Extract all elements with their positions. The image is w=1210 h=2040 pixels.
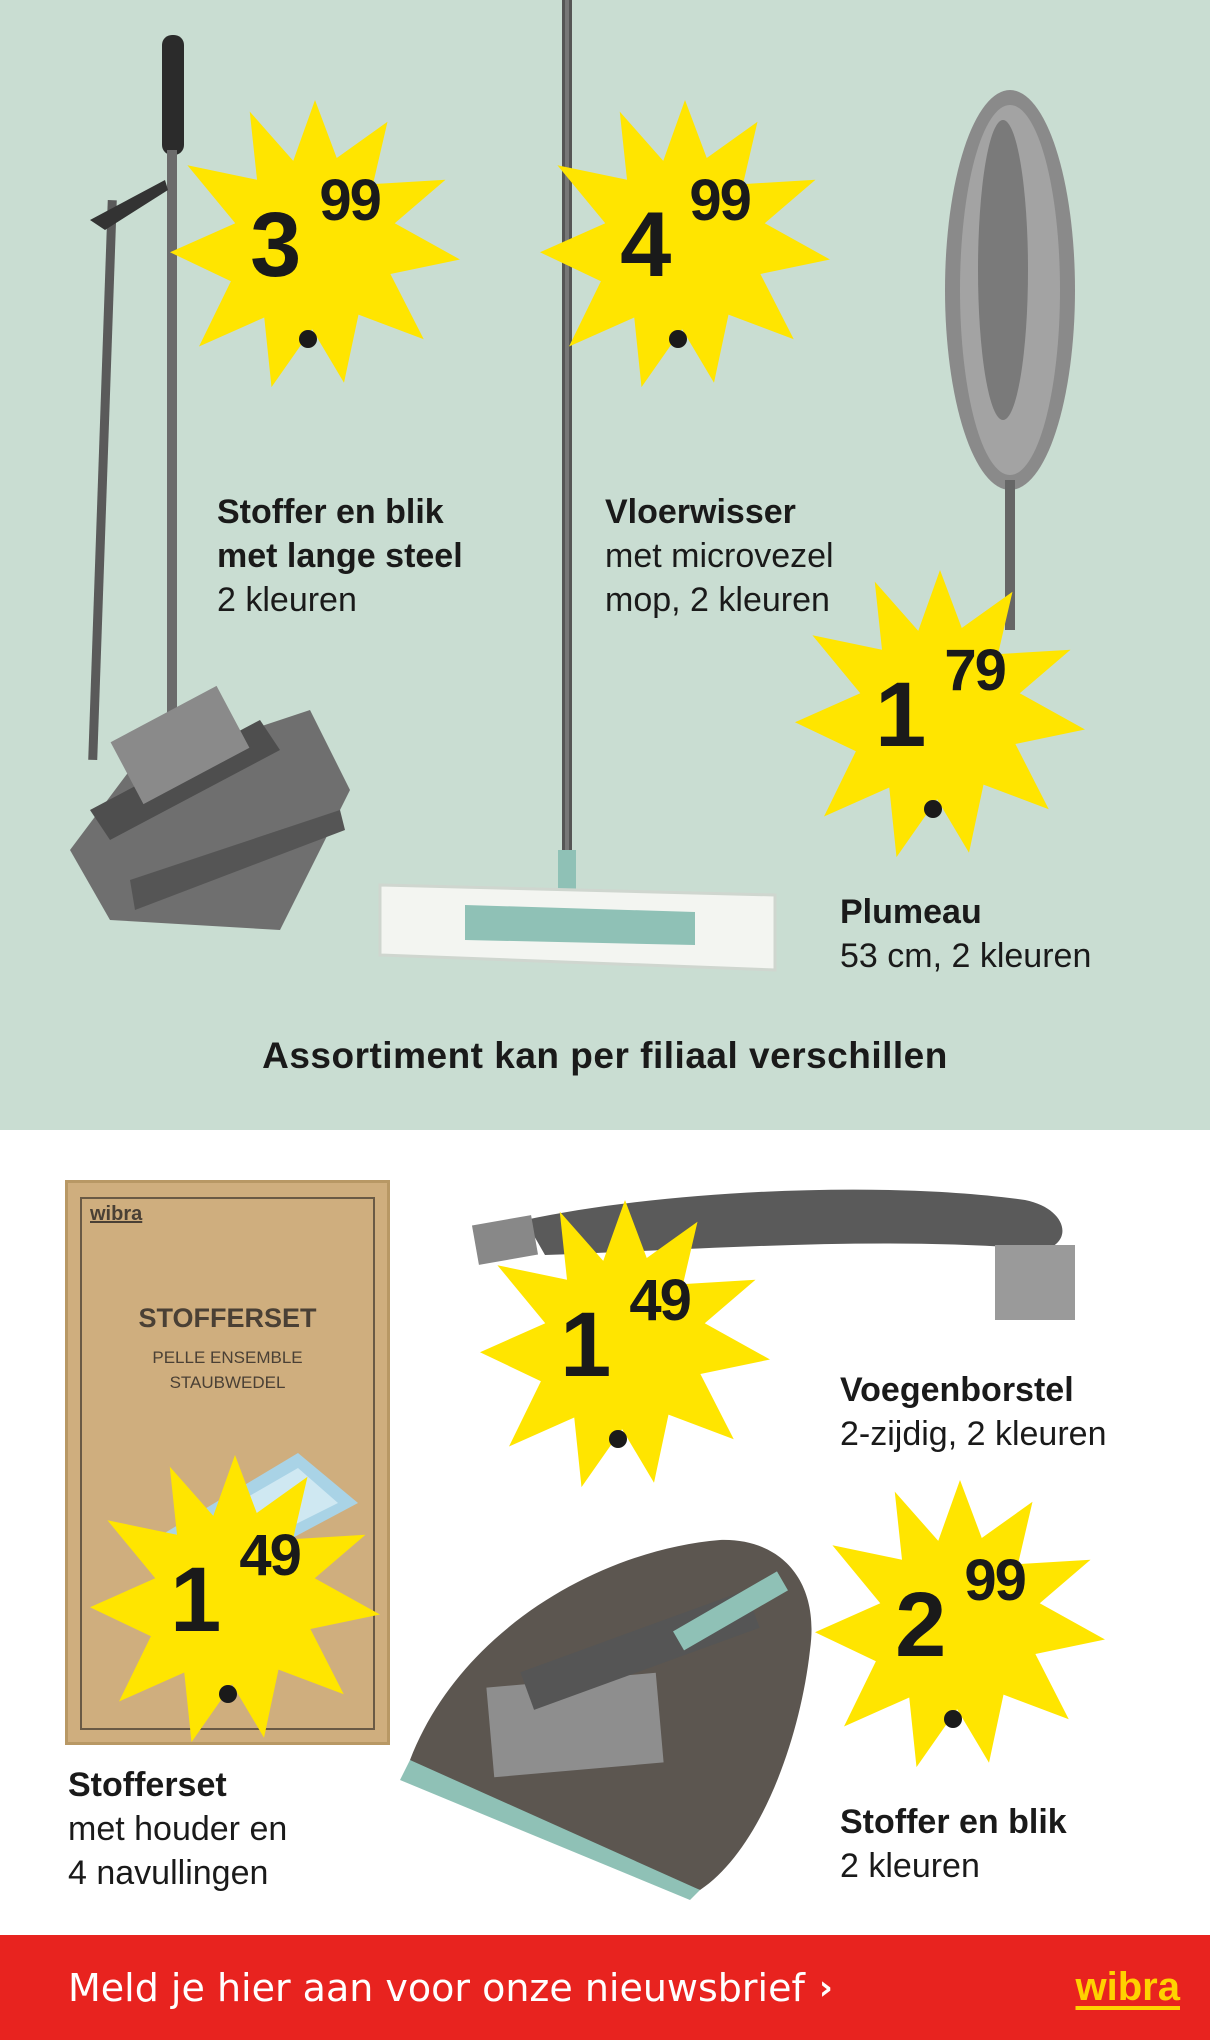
assortment-notice: Assortiment kan per filiaal verschillen: [262, 1035, 948, 1076]
price-integer: 1: [875, 664, 923, 766]
price-starburst-grout-brush: [480, 1200, 770, 1490]
dustpan-set-image: [400, 1480, 840, 1900]
price-integer: 4: [620, 194, 668, 296]
product-detail: 2 kleuren: [217, 581, 357, 619]
price-cents: 49: [629, 1268, 690, 1333]
chevron-right-icon: ›: [818, 1967, 833, 2008]
product-detail: 53 cm, 2 kleuren: [840, 937, 1092, 975]
product-detail: 2-zijdig, 2 kleuren: [840, 1415, 1107, 1453]
newsletter-signup-link[interactable]: [68, 1966, 833, 2010]
price-starburst-dustpan-set: [815, 1480, 1105, 1770]
box-subtitle-2: STAUBWEDEL: [169, 1373, 286, 1392]
price-dot: [299, 330, 317, 348]
box-subtitle-1: PELLE ENSEMBLE: [152, 1348, 303, 1367]
newsletter-text: Meld je hier aan voor onze nieuwsbrief: [68, 1965, 805, 2010]
product-title: Stofferset: [68, 1766, 227, 1804]
price-starburst-duster-set: [90, 1455, 380, 1745]
price-starburst-duster: [795, 570, 1085, 860]
price-integer: 2: [895, 1574, 943, 1676]
product-detail-2: mop, 2 kleuren: [605, 581, 830, 619]
box-brand-logo: wibra: [90, 1203, 143, 1225]
price-dot: [609, 1430, 627, 1448]
price-cents: 49: [239, 1523, 300, 1588]
caption-duster: [840, 890, 1091, 978]
price-starburst-floor-mop: [540, 100, 830, 390]
caption-dustpan-set: [840, 1800, 1067, 1888]
box-title: STOFFERSET: [138, 1303, 317, 1333]
newsletter-footer-bar: [0, 1935, 1210, 2040]
caption-grout-brush: [840, 1368, 1106, 1456]
price-cents: 79: [944, 638, 1005, 703]
product-title: Voegenborstel: [840, 1371, 1074, 1409]
product-title: Stoffer en blik: [217, 493, 444, 531]
product-detail: 2 kleuren: [840, 1847, 980, 1885]
price-dot: [944, 1710, 962, 1728]
product-title: Plumeau: [840, 893, 982, 931]
product-detail: met houder en: [68, 1810, 288, 1848]
product-title-2: met lange steel: [217, 537, 463, 575]
product-title: Vloerwisser: [605, 493, 796, 531]
product-detail: met microvezel: [605, 537, 834, 575]
price-integer: 3: [250, 194, 298, 296]
price-cents: 99: [964, 1548, 1025, 1613]
price-dot: [669, 330, 687, 348]
product-title: Stoffer en blik: [840, 1803, 1067, 1841]
product-detail-2: 4 navullingen: [68, 1854, 269, 1892]
caption-duster-set: [68, 1763, 287, 1895]
price-integer: 1: [560, 1294, 608, 1396]
price-dot: [924, 800, 942, 818]
duster-image: [925, 90, 1085, 630]
price-cents: 99: [319, 168, 380, 233]
price-dot: [219, 1685, 237, 1703]
price-cents: 99: [689, 168, 750, 233]
price-integer: 1: [170, 1549, 218, 1651]
wibra-logo[interactable]: wibra: [1075, 1965, 1180, 2009]
